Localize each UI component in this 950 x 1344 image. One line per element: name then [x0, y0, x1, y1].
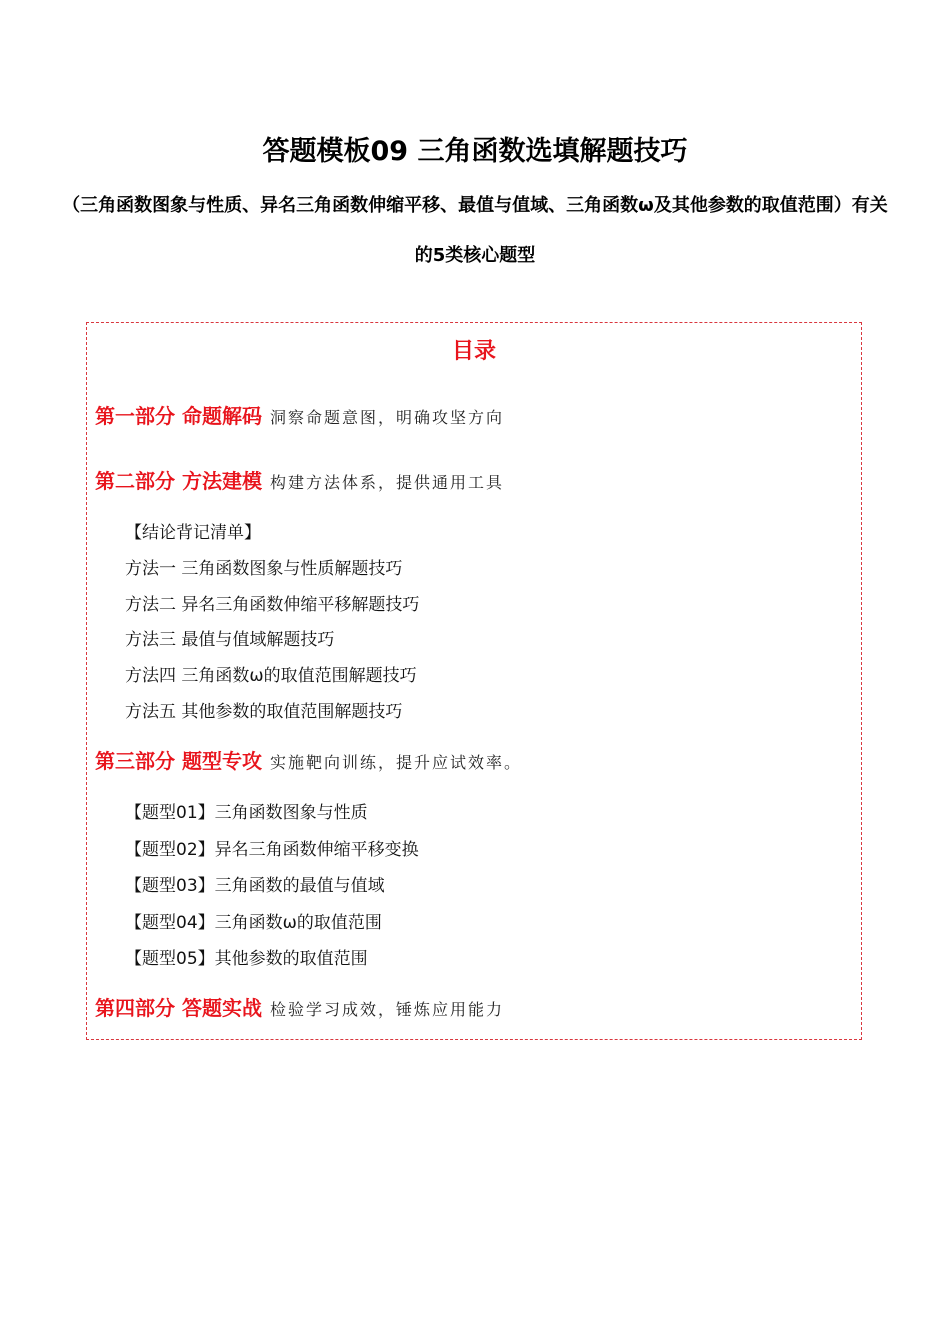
- toc-item-type-05: 【题型05】其他参数的取值范围: [125, 949, 368, 969]
- part-heading: 第二部分 方法建模: [95, 469, 262, 493]
- part-heading: 第四部分 答题实战: [95, 996, 262, 1020]
- toc-part-4: [95, 993, 504, 1025]
- toc-item-type-03: 【题型03】三角函数的最值与值域: [125, 876, 385, 896]
- part-heading: 第一部分 命题解码: [95, 404, 262, 428]
- part-description: 洞察命题意图，明确攻坚方向: [269, 408, 504, 427]
- part-description: 实施靶向训练，提升应试效率。: [269, 753, 522, 772]
- toc-item-method-2: 方法二 异名三角函数伸缩平移解题技巧: [125, 595, 420, 615]
- part-heading: 第三部分 题型专攻: [95, 749, 262, 773]
- toc-item-summary-list: 【结论背记清单】: [125, 523, 261, 543]
- page-subtitle: （三角函数图象与性质、异名三角函数伸缩平移、最值与值域、三角函数ω及其他参数的取值范围）有关的5类核心题型: [62, 195, 888, 266]
- toc-part-3: [95, 746, 522, 778]
- toc-item-type-04: 【题型04】三角函数ω的取值范围: [125, 913, 382, 933]
- toc-item-type-02: 【题型02】异名三角函数伸缩平移变换: [125, 840, 419, 860]
- table-of-contents: [86, 322, 862, 1040]
- part-description: 检验学习成效，锤炼应用能力: [269, 1000, 504, 1019]
- part-description: 构建方法体系，提供通用工具: [269, 473, 504, 492]
- toc-item-method-4: 方法四 三角函数ω的取值范围解题技巧: [125, 666, 417, 686]
- toc-title: 目录: [451, 339, 496, 364]
- toc-item-method-5: 方法五 其他参数的取值范围解题技巧: [125, 702, 403, 722]
- toc-part-2: [95, 466, 504, 498]
- toc-item-method-1: 方法一 三角函数图象与性质解题技巧: [125, 559, 403, 579]
- toc-item-type-01: 【题型01】三角函数图象与性质: [125, 803, 368, 823]
- toc-item-method-3: 方法三 最值与值域解题技巧: [125, 630, 335, 650]
- toc-part-1: [95, 401, 504, 433]
- page-title: 答题模板09 三角函数选填解题技巧: [262, 136, 688, 167]
